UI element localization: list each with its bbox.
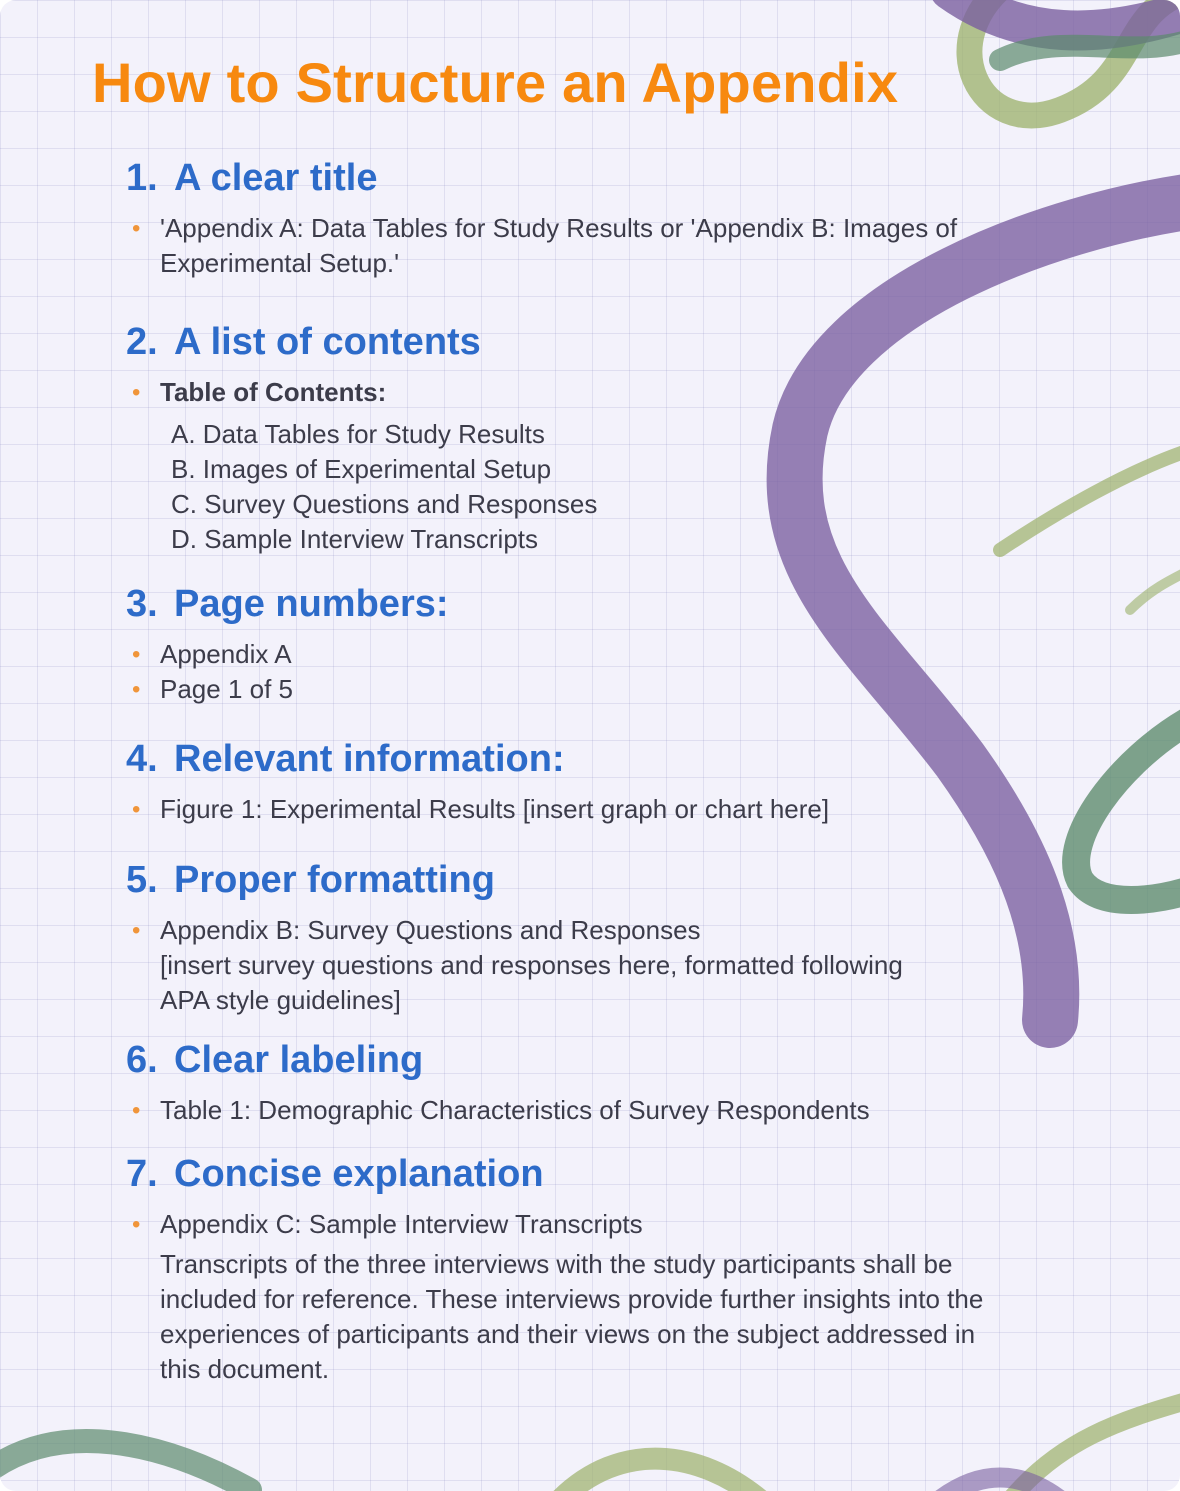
section-heading-text: Page numbers: [174, 583, 449, 625]
bullet-list [126, 211, 1006, 281]
list-item-text: Appendix C: Sample Interview Transcripts [160, 1209, 643, 1239]
section-heading [126, 319, 1006, 365]
bullet-list [126, 792, 1006, 827]
section-number: 1. [126, 157, 158, 199]
section-number: 5. [126, 859, 158, 901]
section-heading [126, 1037, 1006, 1083]
section-heading-text: Clear labeling [174, 1039, 424, 1081]
olive-ribbon-top [969, 0, 1180, 115]
toc-entry-a: A. Data Tables for Study Results [171, 419, 545, 449]
section-clear-title [126, 155, 1006, 281]
section-clear-labeling [126, 1037, 1006, 1128]
section-page-numbers [126, 581, 1006, 707]
section-heading-text: Proper formatting [174, 859, 495, 901]
list-item-text: Appendix B: Survey Questions and Responses [160, 915, 701, 945]
bullet-list [126, 1207, 1006, 1387]
olive-ribbon-bottom-right [1010, 1400, 1180, 1491]
olive-ribbon-mid-2 [1130, 570, 1180, 610]
purple-ribbon-bottom [940, 1478, 1060, 1491]
list-item: • Appendix A [126, 637, 1006, 672]
section-concise-explanation [126, 1151, 1006, 1387]
toc-entry-b: B. Images of Experimental Setup [171, 454, 552, 484]
section-number: 3. [126, 583, 158, 625]
green-ribbon-right [1076, 720, 1180, 900]
section-heading-text: Relevant information: [174, 738, 565, 780]
list-item [126, 913, 920, 1018]
section-heading [126, 1151, 1006, 1197]
olive-ribbon-bottom [560, 1459, 760, 1491]
bullet-list [126, 1093, 1006, 1128]
section-list-of-contents [126, 319, 1006, 557]
section-heading [126, 857, 1006, 903]
list-item: • Figure 1: Experimental Results [insert graph or chart here] [126, 792, 1006, 827]
list-item: • Page 1 of 5 [126, 672, 1006, 707]
list-item [126, 375, 1006, 557]
section-proper-formatting [126, 857, 1006, 1018]
section-heading-text: A list of contents [174, 321, 481, 363]
section-number: 6. [126, 1039, 158, 1081]
green-ribbon-top [1000, 40, 1180, 60]
green-ribbon-bottom-left [0, 1441, 250, 1490]
olive-ribbon-mid [1000, 450, 1180, 550]
purple-ribbon-top [950, 0, 1180, 30]
section-number: 2. [126, 321, 158, 363]
page-title: How to Structure an Appendix [92, 51, 899, 114]
section-heading-text: Concise explanation [174, 1153, 544, 1195]
list-item-continuation: [insert survey questions and responses here, formatted following APA style guidelines] [160, 950, 903, 1015]
bullet-list [126, 375, 1006, 557]
bullet-list [126, 637, 1006, 707]
toc-entry-d: D. Sample Interview Transcripts [171, 524, 539, 554]
list-item: • Table 1: Demographic Characteristics of Survey Respondents [126, 1093, 1006, 1128]
toc-entry-c: C. Survey Questions and Responses [171, 489, 598, 519]
section-heading-text: A clear title [174, 157, 378, 199]
section-relevant-information [126, 736, 1006, 827]
list-item: • 'Appendix A: Data Tables for Study Results or 'Appendix B: Images of Experimental Setup.' [126, 211, 1006, 281]
section-number: 4. [126, 738, 158, 780]
toc-label: Table of Contents: [160, 377, 387, 407]
explanation-paragraph: Transcripts of the three interviews with the study participants shall be included for reference. These interviews provide further insights into the experiences of participants and their views on the subject addressed in this document. [160, 1249, 984, 1384]
section-number: 7. [126, 1153, 158, 1195]
bullet-list [126, 913, 1006, 1018]
section-heading [126, 155, 1006, 201]
list-item [126, 1207, 1006, 1387]
section-heading [126, 736, 1006, 782]
section-heading [126, 581, 1006, 627]
